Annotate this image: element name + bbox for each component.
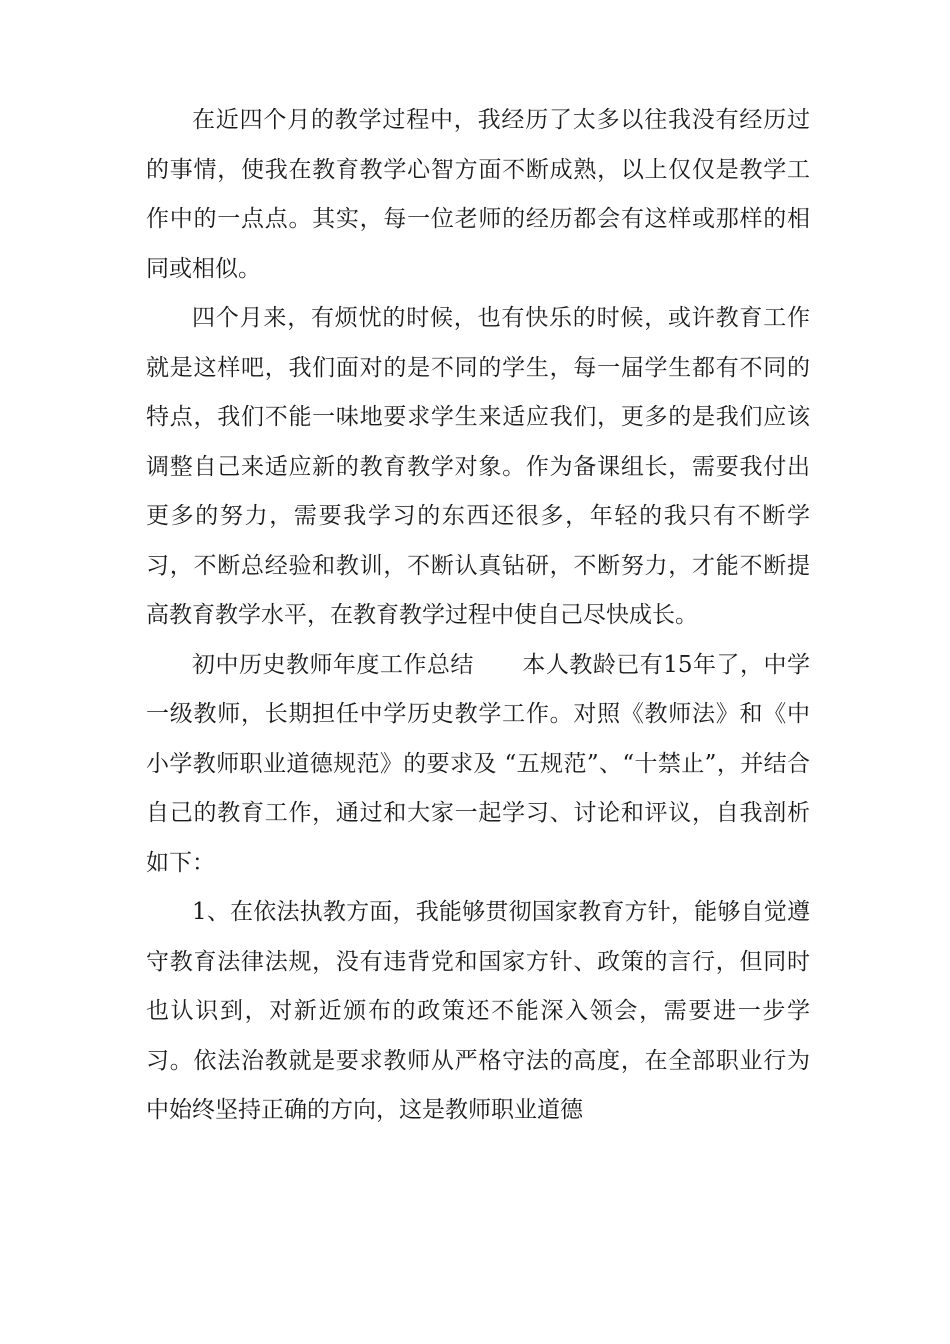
paragraph-four-months: 四个月来，有烦忧的时候，也有快乐的时候，或许教育工作就是这样吧，我们面对的是不同的学生，每一届学生都有不同的特点，我们不能一味地要求学生来适应我们，更多的是我们应该调整自己来适应新的教育教学对象。作为备课组长，需要我付出更多的努力，需要我学习的东西还很多，年轻的我只有不断学习，不断总经验和教训，不断认真钻研，不断努力，才能不断提高教育教学水平，在教育教学过程中使自己尽快成长。 bbox=[146, 305, 810, 628]
section-title: 初中历史教师年度工作总结 bbox=[192, 651, 474, 678]
document-body bbox=[146, 96, 810, 1136]
paragraph-point-1: 1、在依法执教方面，我能够贯彻国家教育方针，能够自觉遵守教育法律法规，没有违背党和国家方针、政策的言行，但同时也认识到，对新近颁布的政策还不能深入领会，需要进一步学习。依法治教就是要求教师从严格守法的高度，在全部职业行为中始终坚持正确的方向，这是教师职业道德 bbox=[146, 899, 810, 1123]
section-intro: 本人教龄已有15年了，中学一级教师，长期担任中学历史教学工作。对照《教师法》和《中小学教师职业道德规范》的要求及 “五规范”、“十禁止”，并结合自己的教育工作，通过和大家一起学习、讨论和评议，自我剖析如下： bbox=[146, 651, 810, 876]
paragraph-reflection: 在近四个月的教学过程中，我经历了太多以往我没有经历过的事情，使我在教育教学心智方面不断成熟，以上仅仅是教学工作中的一点点。其实，每一位老师的经历都会有这样或那样的相同或相似。 bbox=[146, 107, 810, 282]
paragraph-annual-summary bbox=[146, 641, 810, 889]
